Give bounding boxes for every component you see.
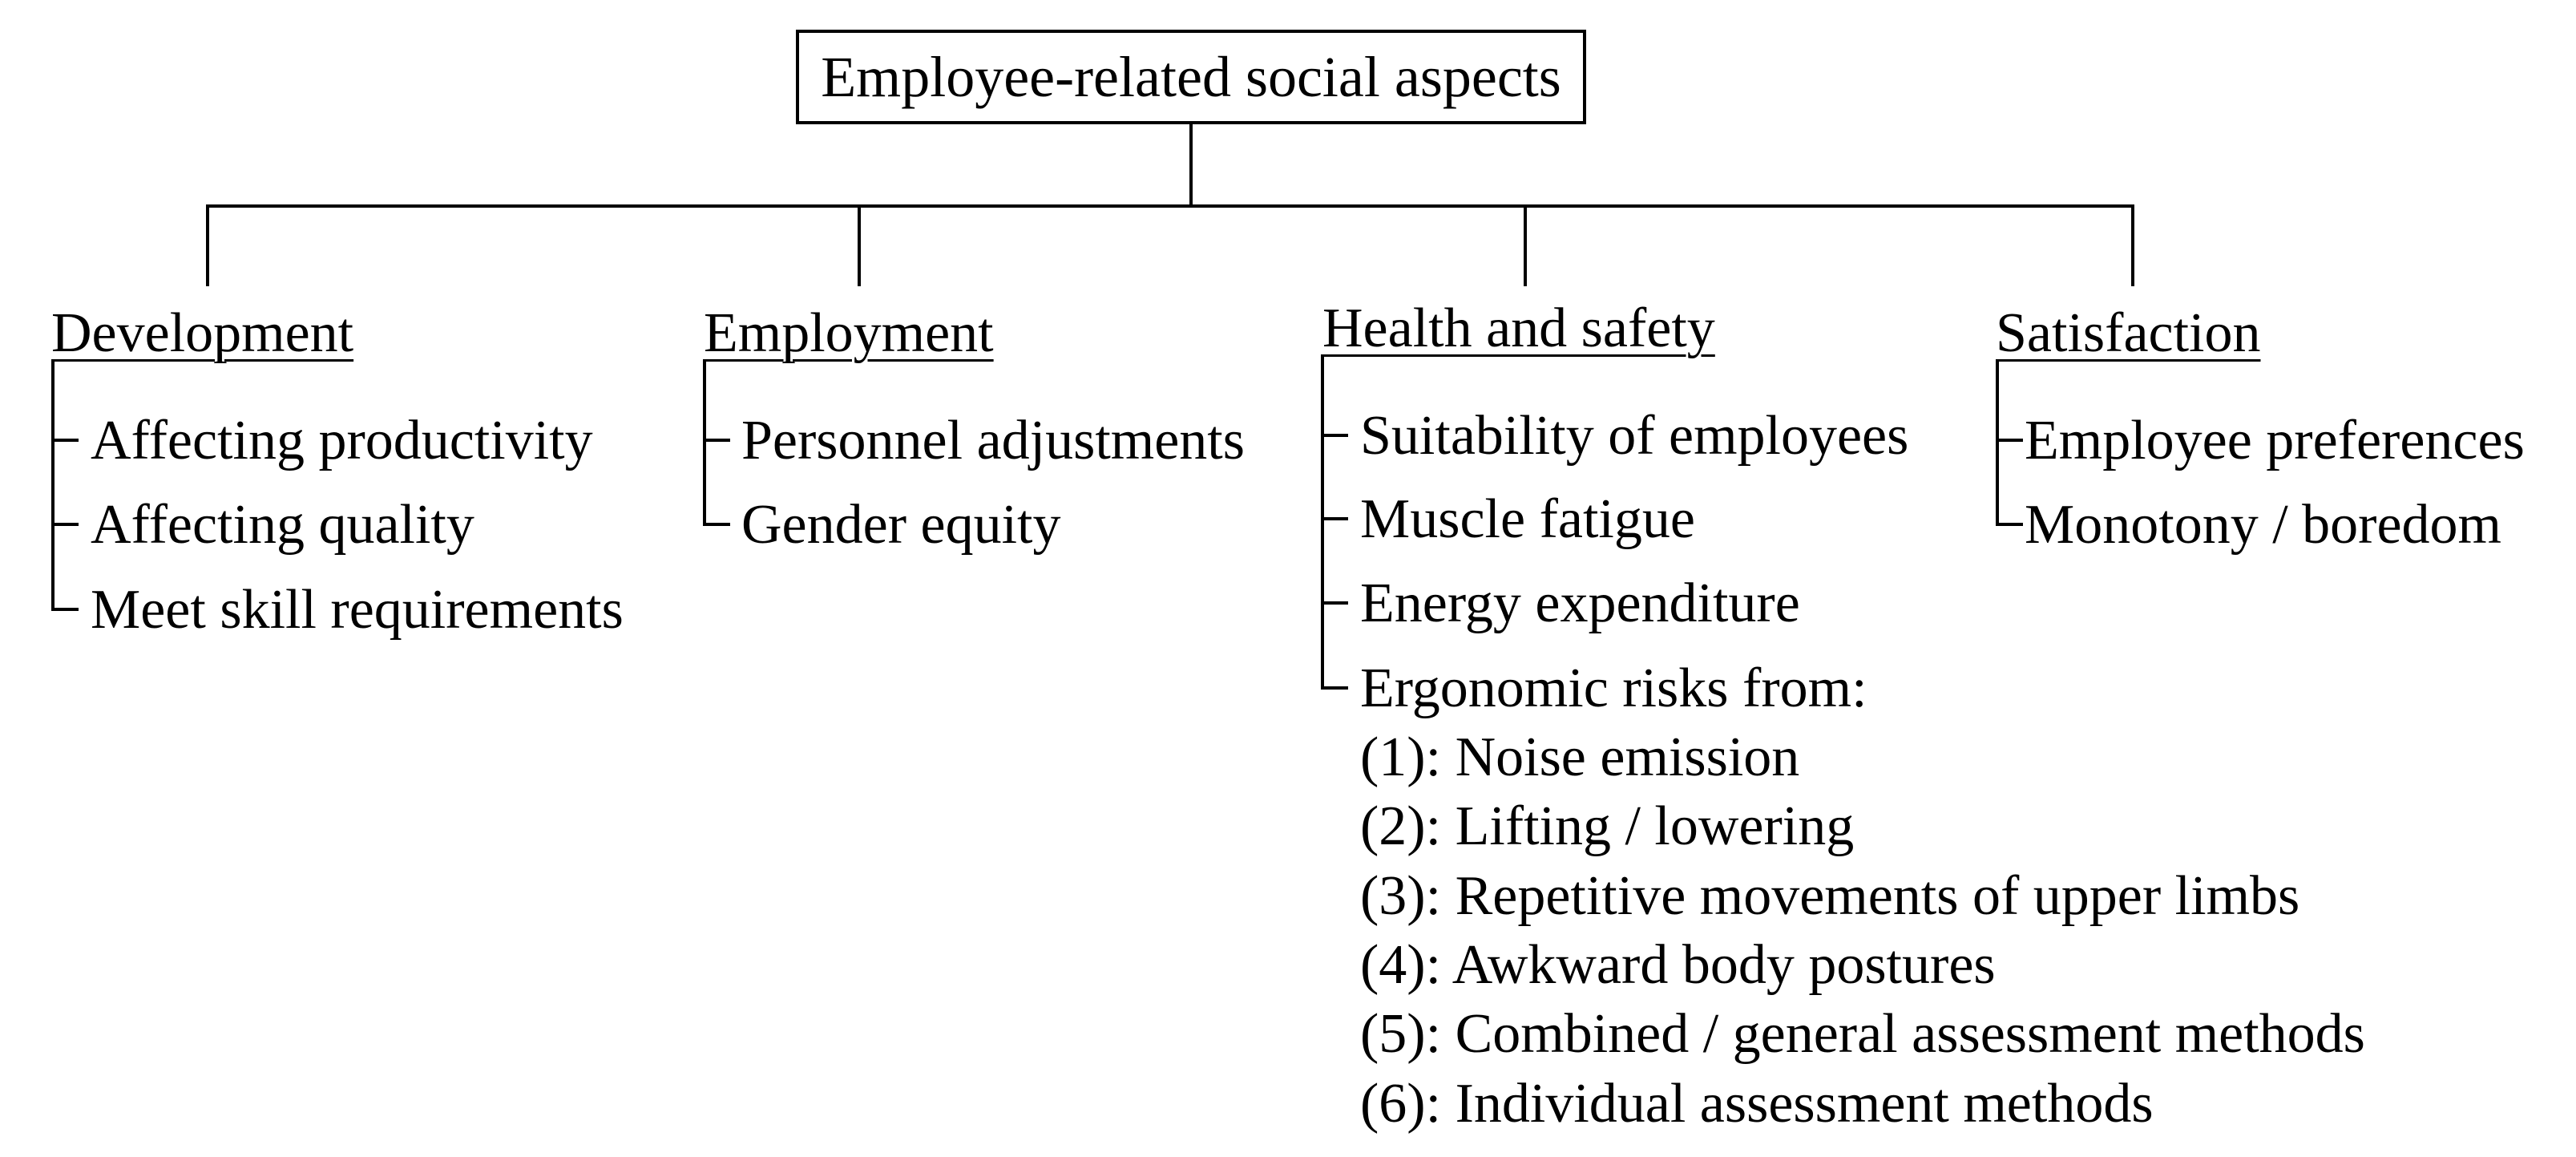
development-item: Affecting quality [91, 494, 474, 556]
health-safety-item: Energy expenditure [1360, 572, 1800, 634]
category-satisfaction-title: Satisfaction [1996, 302, 2261, 364]
ergonomic-risk-subitem: (2): Lifting / lowering [1360, 795, 1855, 857]
health-safety-item: Muscle fatigue [1360, 488, 1695, 550]
health-safety-item: Ergonomic risks from: [1360, 657, 1867, 719]
employment-item: Gender equity [741, 494, 1061, 556]
root-label: Employee-related social aspects [821, 45, 1561, 109]
ergonomic-risk-subitem: (3): Repetitive movements of upper limbs [1360, 865, 2300, 927]
satisfaction-item: Employee preferences [2025, 410, 2525, 471]
satisfaction-item: Monotony / boredom [2025, 494, 2501, 556]
ergonomic-risk-subitem: (1): Noise emission [1360, 726, 1800, 788]
health-safety-item: Suitability of employees [1360, 405, 1909, 467]
category-employment-title: Employment [704, 302, 994, 364]
category-health-safety-title: Health and safety [1322, 297, 1715, 359]
development-item: Meet skill requirements [91, 579, 624, 641]
category-development-title: Development [51, 302, 354, 364]
root-node [796, 30, 1586, 124]
ergonomic-risk-subitem: (4): Awkward body postures [1360, 934, 1996, 996]
development-item: Affecting productivity [91, 410, 593, 471]
employment-item: Personnel adjustments [741, 410, 1245, 471]
ergonomic-risk-subitem: (5): Combined / general assessment methods [1360, 1003, 2365, 1065]
ergonomic-risk-subitem: (6): Individual assessment methods [1360, 1073, 2154, 1135]
